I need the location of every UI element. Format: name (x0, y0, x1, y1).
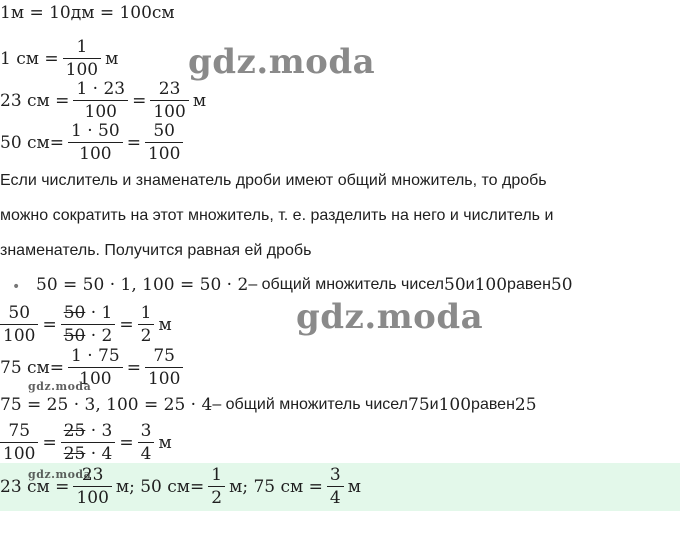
numerator: 1 (76, 37, 88, 57)
conversion-1cm (0, 36, 118, 82)
fraction (150, 78, 188, 124)
cancelled-factor: 25 (63, 444, 86, 464)
lhs: 1 см = (0, 49, 59, 69)
numerator: 23 (158, 79, 181, 99)
numerator: 50 (153, 121, 175, 141)
answer-lhs: 23 см = (0, 477, 70, 497)
cancelled-factor: 50 (63, 326, 86, 346)
unit-conversion-line (0, 3, 175, 23)
equals: = (126, 358, 141, 378)
reduction-75-100 (0, 420, 172, 466)
lhs: 23 см = (0, 91, 70, 111)
numerator (61, 420, 116, 442)
conversion-50cm (0, 120, 187, 166)
numerator: 3 (329, 465, 341, 485)
factor-equation: 75 = 25 · 3, 100 = 25 · 4 (0, 395, 213, 415)
fraction (63, 36, 101, 82)
equals: = (42, 433, 57, 453)
paragraph-text: можно сократить на этот множитель, т. е. разделить на него и числитель и (0, 207, 554, 224)
numerator: 1 (140, 303, 152, 323)
denominator: 100 (79, 144, 112, 164)
rule-paragraph-line-1 (0, 172, 547, 190)
denominator (61, 443, 116, 465)
denominator: 2 (211, 488, 223, 508)
denominator: 4 (140, 444, 152, 464)
denominator: 100 (3, 326, 36, 346)
numerator: 23 (81, 465, 104, 485)
factor-text: – общий множитель чисел (212, 396, 409, 413)
answer-mid: м; 50 см= (115, 477, 205, 497)
numerator: 1 · 50 (71, 121, 120, 141)
denominator: 100 (76, 488, 109, 508)
fraction (0, 420, 38, 466)
numerator: 75 (8, 421, 31, 441)
answer-unit: м (347, 477, 361, 497)
denominator: 100 (147, 144, 181, 164)
number-c: 25 (514, 395, 537, 415)
denominator: 100 (79, 369, 112, 389)
fraction (0, 302, 38, 348)
equals: = (42, 315, 57, 335)
watermark-logo: gdz.moda (296, 297, 484, 337)
equals-text: равен (507, 276, 551, 293)
numerator: 1 · 75 (71, 346, 120, 366)
number-a: 75 (408, 395, 430, 415)
fraction (145, 345, 183, 391)
unit: м (158, 433, 172, 453)
denominator: 4 (329, 488, 341, 508)
fraction (145, 120, 183, 166)
fraction (138, 302, 155, 348)
lhs: 50 см= (0, 133, 65, 153)
rule-paragraph-line-3 (0, 242, 311, 260)
conj-text: и (465, 276, 475, 293)
numerator: 3 (140, 421, 152, 441)
fraction (208, 464, 225, 510)
numerator (61, 302, 116, 324)
denominator: 2 (140, 326, 152, 346)
conj-text: и (429, 396, 439, 413)
equals: = (126, 133, 141, 153)
fraction (73, 78, 128, 124)
fraction (138, 420, 155, 466)
equals: = (119, 433, 134, 453)
bullet-icon: • (12, 279, 21, 295)
number-b: 100 (438, 395, 472, 415)
conversion-23cm (0, 78, 206, 124)
answer-mid: м; 75 см = (229, 477, 323, 497)
paragraph-text: знаменатель. Получится равная ей дробь (0, 242, 312, 259)
watermark-small: gdz.moda (28, 468, 92, 481)
factor-50-line (36, 275, 573, 295)
equals: = (132, 91, 147, 111)
numerator-rest: · 1 (85, 303, 113, 323)
unit-equation: 1м = 10дм = 100см (0, 3, 175, 23)
denominator: 100 (84, 102, 117, 122)
paragraph-text: Если числитель и знаменатель дроби имеют общий множитель, то дробь (0, 172, 547, 189)
numerator: 50 (8, 303, 31, 323)
denominator-rest: · 2 (85, 326, 113, 346)
denominator: 100 (65, 60, 99, 80)
reduction-50-100 (0, 302, 172, 348)
fraction-cancelled (61, 302, 116, 348)
number-c: 50 (550, 275, 573, 295)
denominator (61, 325, 116, 347)
watermark-logo: gdz.moda (188, 42, 376, 82)
watermark-small: gdz.moda (28, 380, 92, 393)
numerator: 1 (211, 465, 223, 485)
unit: м (192, 91, 207, 111)
lhs: 75 см= (0, 358, 65, 378)
denominator-rest: · 4 (85, 444, 113, 464)
equals-text: равен (471, 396, 515, 413)
unit: м (158, 315, 172, 335)
numerator: 75 (153, 346, 175, 366)
numerator: 1 · 23 (76, 79, 126, 99)
factor-text: – общий множитель чисел (248, 276, 445, 293)
fraction (327, 464, 344, 510)
equals: = (119, 315, 134, 335)
cancelled-factor: 25 (63, 421, 86, 441)
fraction-cancelled (61, 420, 116, 466)
fraction (68, 120, 123, 166)
denominator: 100 (147, 369, 181, 389)
numerator-rest: · 3 (85, 421, 113, 441)
denominator: 100 (153, 102, 186, 122)
denominator: 100 (3, 444, 36, 464)
number-a: 50 (444, 275, 466, 295)
rule-paragraph-line-2 (0, 207, 553, 225)
factor-25-line (0, 395, 537, 415)
unit: м (105, 49, 119, 69)
number-b: 100 (474, 275, 508, 295)
factor-equation: 50 = 50 · 1, 100 = 50 · 2 (36, 275, 249, 295)
cancelled-factor: 50 (63, 303, 86, 323)
